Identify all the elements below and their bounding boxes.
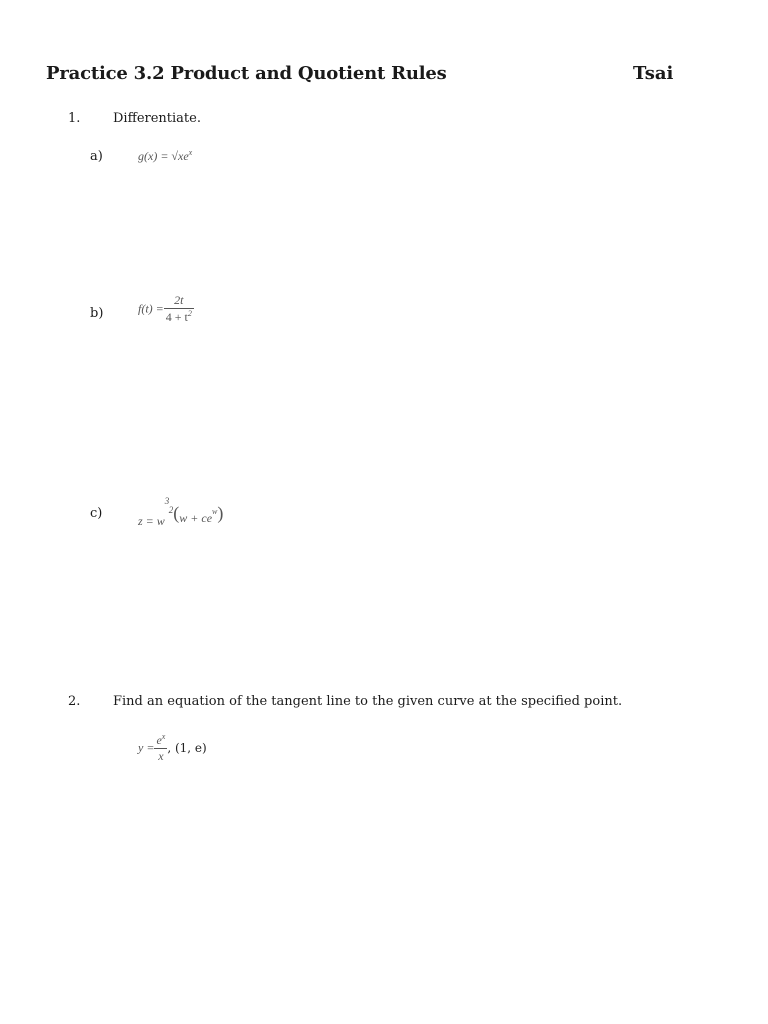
part-b-label: b) (90, 306, 104, 321)
part-c-exponent-num: 3 (164, 496, 170, 506)
problem-2-numerator-exponent: x (161, 732, 166, 741)
sqrt-symbol: √ (171, 149, 179, 163)
part-a-exponent: x (188, 148, 193, 157)
part-b-denominator-exponent: 2 (187, 309, 192, 318)
part-c-paren-open: ( (173, 503, 180, 523)
part-c-paren-close: ) (217, 503, 224, 523)
part-c-exponent-den: 2 (168, 505, 174, 515)
part-c-body-exponent: w (212, 507, 218, 516)
part-b-numerator: 2t (174, 293, 184, 307)
problem-2-point: , (1, e) (167, 741, 207, 755)
part-b-lhs: f(t) = (138, 301, 164, 316)
problem-2-numerator: e (156, 733, 162, 747)
part-b-denominator: 4 + t (165, 310, 188, 324)
author-name: Tsai (633, 63, 674, 84)
part-c-label: c) (90, 506, 103, 521)
part-a-label: a) (90, 149, 103, 164)
part-c-lhs: z = w (138, 514, 165, 528)
problem-1-number: 1. (68, 111, 81, 126)
problem-1-instruction: Differentiate. (113, 111, 201, 126)
part-a-body: xe (178, 149, 189, 163)
part-b-fraction (164, 293, 194, 325)
part-c-exponent (165, 497, 174, 515)
problem-2-fraction (154, 732, 167, 764)
part-c-equation (138, 496, 224, 528)
part-a-equation (138, 148, 192, 164)
problem-2-denominator: x (154, 748, 167, 764)
part-a-lhs: g(x) = (138, 149, 169, 163)
problem-2-number: 2. (68, 694, 81, 709)
problem-2-equation (138, 732, 207, 764)
page-title: Practice 3.2 Product and Quotient Rules (46, 63, 447, 84)
problem-2-instruction: Find an equation of the tangent line to the given curve at the specified point. (113, 694, 623, 709)
part-c-body: w + ce (179, 511, 213, 525)
problem-2-lhs: y = (138, 740, 155, 755)
part-b-equation (138, 293, 194, 325)
